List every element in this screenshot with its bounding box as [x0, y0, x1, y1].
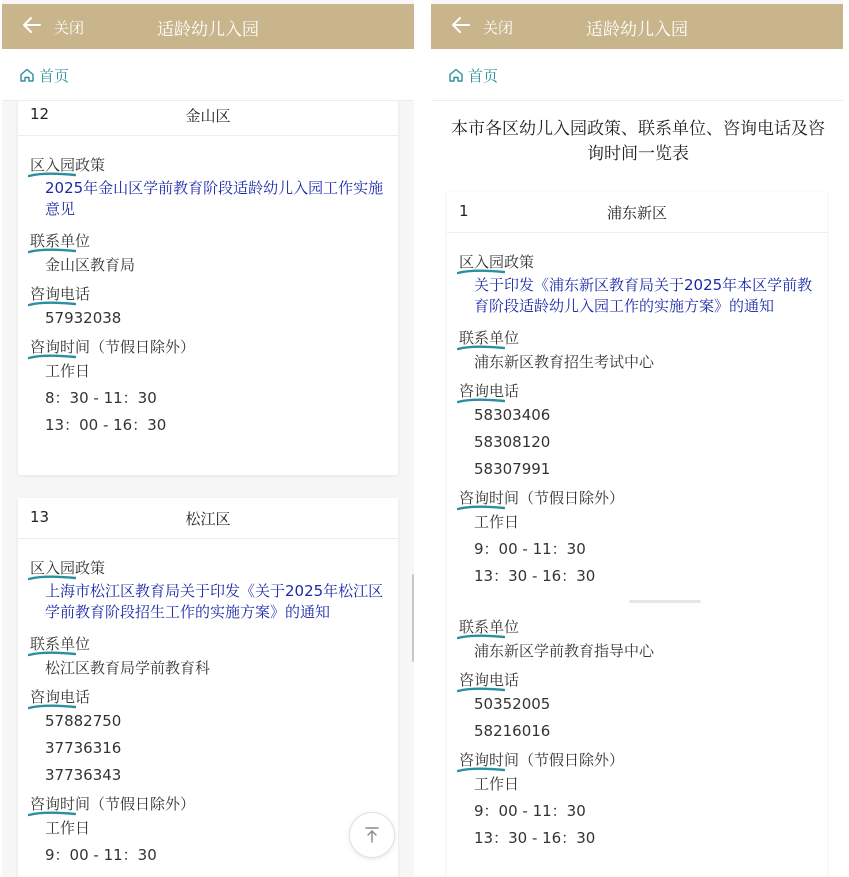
phone-label: 咨询电话 — [459, 671, 520, 689]
policy-link[interactable]: 关于印发《浦东新区教育局关于2025年本区学前教育阶段适龄幼儿入园工作的实施方案》的通知 — [474, 276, 813, 315]
intro-title: 本市各区幼儿入园政策、联系单位、咨询电话及咨询时间一览表 — [451, 119, 825, 164]
left-screen — [2, 0, 414, 877]
policy-label: 区入园政策 — [30, 154, 105, 176]
time-label: 咨询时间（节假日除外） — [30, 795, 196, 813]
card-number: 1 — [459, 202, 469, 220]
policy-label: 区入园政策 — [30, 559, 106, 577]
policy-label: 区入园政策 — [459, 253, 535, 271]
home-icon — [448, 67, 464, 83]
home-label: 首页 — [468, 66, 499, 85]
home-label: 首页 — [39, 66, 70, 85]
time-range: 8：30 - 11：30 — [45, 389, 157, 407]
scroll-top-button[interactable] — [349, 812, 395, 858]
phone-number[interactable]: 58216016 — [474, 722, 551, 740]
policy-link[interactable]: 上海市松江区教育局关于印发《关于2025年松江区学前教育阶段招生工作的实施方案》的通知 — [45, 582, 384, 621]
unit-value: 浦东新区教育招生考试中心 — [474, 353, 655, 371]
time-label: 咨询时间（节假日除外） — [459, 751, 625, 769]
time-range: 9：00 - 11：30 — [474, 540, 586, 558]
section-handle — [629, 600, 701, 603]
phone-number[interactable]: 58308120 — [474, 433, 551, 451]
card-header — [18, 101, 398, 136]
close-button[interactable]: 关闭 — [54, 19, 85, 37]
card-header — [18, 498, 398, 539]
phone-number[interactable]: 57932038 — [45, 309, 122, 327]
time-range: 13：30 - 16：30 — [474, 829, 596, 847]
home-link[interactable] — [19, 65, 69, 85]
right-screen — [431, 0, 843, 877]
time-range: 9：00 - 11：30 — [474, 802, 586, 820]
close-button[interactable]: 关闭 — [483, 19, 514, 37]
unit-label: 联系单位 — [459, 618, 520, 636]
time-range: 13：30 - 16：30 — [474, 567, 596, 585]
header-bar — [431, 4, 843, 49]
district-card — [18, 498, 398, 877]
header-bar — [2, 4, 414, 49]
time-label: 咨询时间（节假日除外） — [30, 338, 196, 356]
phone-number[interactable]: 58303406 — [474, 406, 551, 424]
page-title: 适龄幼儿入园 — [586, 20, 688, 40]
phone-label: 咨询电话 — [459, 382, 520, 400]
unit-label: 联系单位 — [459, 329, 520, 347]
page-title: 适龄幼儿入园 — [157, 20, 259, 40]
phone-number[interactable]: 50352005 — [474, 695, 551, 713]
district-card — [18, 101, 398, 475]
time-label: 咨询时间（节假日除外） — [459, 489, 625, 507]
card-header — [447, 192, 827, 233]
content-scroll[interactable] — [2, 101, 414, 877]
time-range: 9：00 - 11：30 — [45, 846, 157, 864]
policy-link[interactable]: 2025年金山区学前教育阶段适龄幼儿入园工作实施意见 — [45, 179, 384, 218]
card-number: 12 — [30, 105, 50, 123]
time-day: 工作日 — [45, 819, 91, 837]
underline-decoration — [28, 171, 76, 179]
phone-number[interactable]: 37736343 — [45, 766, 122, 784]
phone-number[interactable]: 57882750 — [45, 712, 122, 730]
arrow-up-to-top-icon — [362, 825, 382, 845]
home-icon — [19, 67, 35, 83]
district-name: 金山区 — [185, 107, 231, 125]
scrollbar[interactable] — [412, 574, 414, 662]
phone-label: 咨询电话 — [30, 285, 91, 303]
district-card — [447, 192, 827, 877]
time-range: 13：00 - 16：30 — [45, 416, 167, 434]
unit-label: 联系单位 — [30, 232, 91, 250]
unit-value: 金山区教育局 — [45, 256, 136, 274]
card-number: 13 — [30, 508, 50, 526]
time-day: 工作日 — [474, 513, 520, 531]
phone-number[interactable]: 58307991 — [474, 460, 551, 478]
home-link[interactable] — [448, 65, 498, 85]
time-day: 工作日 — [45, 362, 91, 380]
phone-label: 咨询电话 — [30, 688, 91, 706]
divider — [459, 590, 815, 612]
unit-label: 联系单位 — [30, 635, 91, 653]
district-name: 松江区 — [185, 510, 231, 528]
breadcrumb — [2, 49, 414, 101]
unit-value: 浦东新区学前教育指导中心 — [474, 642, 655, 660]
phone-number[interactable]: 37736316 — [45, 739, 122, 757]
breadcrumb — [431, 49, 843, 101]
district-name: 浦东新区 — [606, 204, 667, 222]
time-day: 工作日 — [474, 775, 520, 793]
unit-value: 松江区教育局学前教育科 — [45, 659, 211, 677]
